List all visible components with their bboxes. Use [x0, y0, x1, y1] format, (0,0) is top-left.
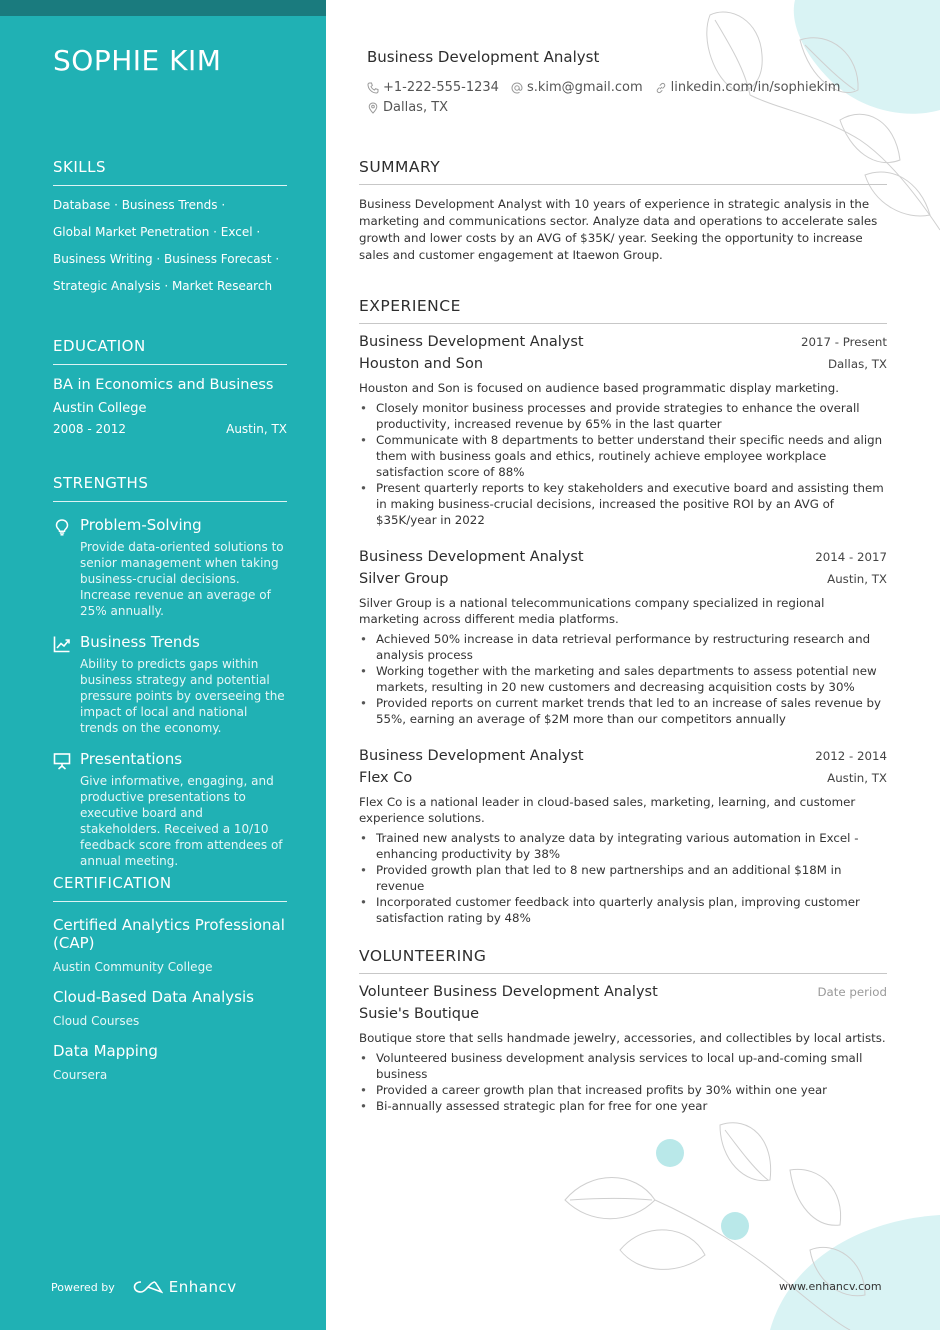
bullet-item: • Achieved 50% increase in data retrieval performance by restructuring research and analysis process: [359, 631, 887, 663]
certification-item: [53, 916, 287, 974]
job-title: Business Development Analyst: [359, 748, 584, 764]
job-description: Flex Co is a national leader in cloud-based sales, marketing, learning, and customer experience solutions.: [359, 795, 856, 825]
education-section: [53, 337, 287, 436]
link-icon: [655, 82, 667, 94]
strengths-heading: STRENGTHS: [53, 474, 287, 502]
location-pin-icon: [367, 102, 379, 114]
job-title: Business Development Analyst: [359, 334, 584, 350]
certification-source: Austin Community College: [53, 960, 213, 974]
bullet-item: • Present quarterly reports to key stakeholders and executive board and assisting them in making business-crucial decisions, increased the positive ROI by an AVG of $35K/year in 2022: [359, 480, 887, 528]
job-bullets: [359, 631, 887, 727]
powered-by: [51, 1278, 237, 1296]
education-degree: BA in Economics and Business: [53, 377, 274, 393]
education-heading: EDUCATION: [53, 337, 287, 365]
certification-title: Data Mapping: [53, 1042, 158, 1060]
strength-description: Ability to predicts gaps within business strategy and potential pressure points by overseeing the impact of local and national trends on the economy.: [80, 657, 285, 735]
volunteer-title: Volunteer Business Development Analyst: [359, 984, 658, 1000]
job-company: Silver Group: [359, 571, 449, 587]
strength-title: Problem-Solving: [80, 516, 202, 534]
job-location: Dallas, TX: [827, 357, 887, 371]
powered-by-label: Powered by: [51, 1280, 115, 1294]
job-description: Houston and Son is focused on audience based programmatic display marketing.: [359, 381, 840, 395]
bullet-item: • Communicate with 8 departments to better understand their specific needs and align them with business goals and ethics, routinely achieve employee workplace satisfaction score of 88%: [359, 432, 887, 480]
strength-description: Provide data-oriented solutions to senior management when taking business-crucial decisions. Increase revenue an average of 25% annually.: [80, 540, 284, 618]
contact-linkedin[interactable]: [655, 80, 841, 95]
skills-line: Database · Business Trends ·: [53, 198, 226, 212]
skills-line: Strategic Analysis · Market Research: [53, 279, 273, 293]
job-title: Business Development Analyst: [359, 549, 584, 565]
strengths-section: [53, 474, 287, 869]
bullet-item: • Provided a career growth plan that increased profits by 30% within one year: [359, 1082, 887, 1098]
volunteer-organization: Susie's Boutique: [359, 1006, 480, 1022]
contact-email[interactable]: [511, 80, 643, 95]
sidebar: [0, 0, 326, 1330]
lightbulb-icon: [53, 518, 71, 536]
volunteer-bullets: [359, 1050, 887, 1114]
strength-item: [53, 516, 287, 619]
volunteering-entry: [359, 984, 887, 1114]
presentation-board-icon: [53, 752, 71, 770]
job-bullets: [359, 830, 887, 926]
education-meta: [53, 422, 287, 436]
certification-source: Coursera: [53, 1068, 108, 1082]
contact-row-location: [367, 100, 460, 115]
email-text: s.kim@gmail.com: [526, 80, 643, 95]
bullet-item: • Incorporated customer feedback into quarterly analysis plan, improving customer satisfaction rating by 48%: [359, 894, 887, 926]
linkedin-text: linkedin.com/in/sophiekim: [670, 80, 841, 95]
footer-website-link[interactable]: www.enhancv.com: [779, 1280, 882, 1293]
bullet-item: • Provided reports on current market trends that led to an increase of sales revenue by 55%, earning an average of $2M more than our competitors annually: [359, 695, 887, 727]
job-dates: 2017 - Present: [800, 335, 887, 349]
volunteer-dates: Date period: [817, 985, 887, 999]
job-location: Austin, TX: [827, 572, 887, 586]
certification-item: [53, 1042, 287, 1082]
leaf-decoration-bottom: [560, 1110, 940, 1330]
bullet-item: • Provided growth plan that led to 8 new partnerships and an additional $18M in revenue: [359, 862, 887, 894]
education-location: Austin, TX: [226, 422, 287, 436]
bullet-item: • Bi-annually assessed strategic plan for free for one year: [359, 1098, 887, 1114]
job-bullets: [359, 400, 887, 528]
education-dates: 2008 - 2012: [53, 422, 127, 436]
strength-item: [53, 750, 287, 869]
skills-line: Business Writing · Business Forecast ·: [53, 252, 280, 266]
certification-title: Certified Analytics Professional (CAP): [53, 916, 285, 952]
strength-description: Give informative, engaging, and productive presentations to executive board and stakeholders. Received a 10/10 feedback score from attendees of annual meeting.: [80, 774, 283, 868]
experience-entry: [359, 748, 887, 926]
skills-heading: SKILLS: [53, 158, 287, 186]
job-location: Austin, TX: [827, 771, 887, 785]
bullet-item: • Volunteered business development analysis services to local up-and-coming small business: [359, 1050, 887, 1082]
certification-title: Cloud-Based Data Analysis: [53, 988, 254, 1006]
bullet-item: • Working together with the marketing and sales departments to assess potential new markets, resulting in 20 new customers and decreasing acquisition costs by 30%: [359, 663, 887, 695]
experience-entry: [359, 334, 887, 528]
enhancv-logo[interactable]: [133, 1278, 237, 1296]
strength-item: [53, 633, 287, 736]
volunteer-description: Boutique store that sells handmade jewelry, accessories, and collectibles by local artists.: [359, 1031, 886, 1045]
certification-section: [53, 874, 287, 1082]
education-school: Austin College: [53, 401, 147, 416]
candidate-name: SOPHIE KIM: [53, 44, 222, 77]
phone-icon: [367, 82, 379, 94]
enhancv-brand: Enhancv: [168, 1278, 237, 1296]
skills-section: [53, 158, 287, 300]
job-company: Flex Co: [359, 770, 413, 786]
certification-source: Cloud Courses: [53, 1014, 140, 1028]
job-headline: Business Development Analyst: [367, 48, 600, 66]
strength-title: Presentations: [80, 750, 183, 768]
contact-location: [367, 100, 448, 115]
contact-row: [367, 80, 852, 95]
skills-line: Global Market Penetration · Excel ·: [53, 225, 261, 239]
at-icon: [511, 82, 523, 94]
location-text: Dallas, TX: [383, 100, 449, 115]
contact-phone[interactable]: [367, 80, 499, 95]
job-dates: 2014 - 2017: [815, 550, 887, 564]
sidebar-top-bar: [0, 0, 326, 16]
strength-title: Business Trends: [80, 633, 200, 651]
volunteering-heading: VOLUNTEERING: [359, 947, 887, 974]
trend-chart-icon: [53, 635, 71, 653]
bullet-item: • Trained new analysts to analyze data by integrating various automation in Excel - enhancing productivity by 38%: [359, 830, 887, 862]
summary-text: Business Development Analyst with 10 years of experience in strategic analysis in the marketing and communications sector. Analyze data and operations to accelerate sales growth and lower costs by an AVG of $35K/ year. Seeking the opportunity to increase sales and customer engagement at Itaewon Group.: [359, 197, 878, 262]
experience-heading: EXPERIENCE: [359, 297, 887, 324]
skills-list: [53, 192, 287, 300]
phone-text: +1-222-555-1234: [383, 80, 499, 95]
bullet-item: • Closely monitor business processes and provide strategies to enhance the overall productivity, increased revenue by 65% in the last quarter: [359, 400, 887, 432]
certification-item: [53, 988, 287, 1028]
job-dates: 2012 - 2014: [815, 749, 887, 763]
summary-heading: SUMMARY: [359, 158, 887, 185]
job-description: Silver Group is a national telecommunications company specialized in regional marketing across different media platforms.: [359, 596, 825, 626]
job-company: Houston and Son: [359, 356, 484, 372]
experience-entry: [359, 549, 887, 727]
certification-heading: CERTIFICATION: [53, 874, 287, 902]
enhancv-logo-icon: [133, 1279, 163, 1295]
